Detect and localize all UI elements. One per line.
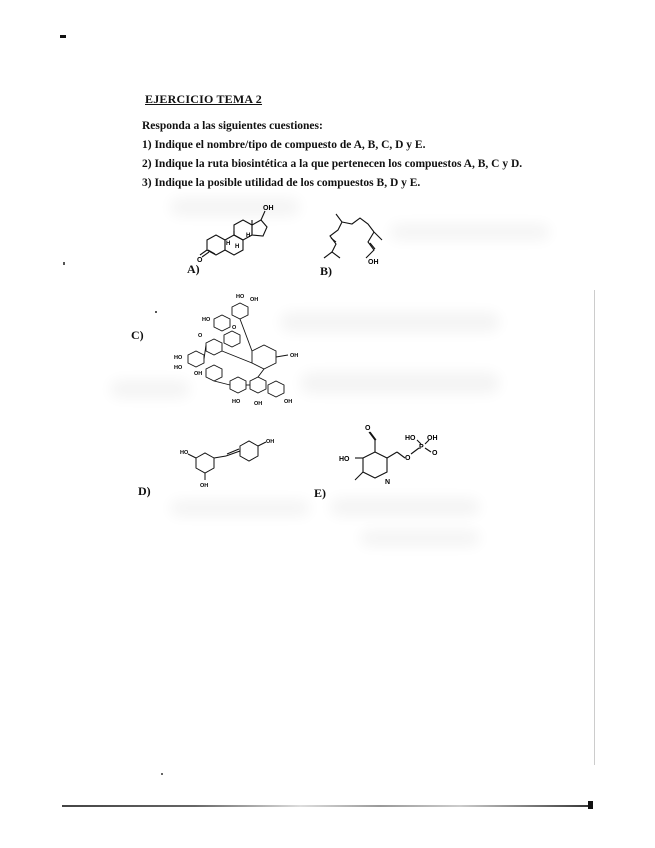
atom-h: H xyxy=(235,244,240,250)
label-a: A) xyxy=(187,262,200,276)
bottom-rule-end xyxy=(588,801,593,809)
atom-ho: HO xyxy=(405,435,416,442)
atom-ho: HO xyxy=(174,355,183,361)
label-b: B) xyxy=(320,264,332,278)
atom-oh: OH xyxy=(250,297,259,303)
structure-d-resveratrol xyxy=(180,432,280,487)
corner-mark xyxy=(60,35,66,38)
scan-smudge xyxy=(360,530,480,546)
instructions: Responda a las siguientes cuestiones: xyxy=(142,120,323,132)
atom-oh: OH xyxy=(290,353,299,359)
scan-smudge xyxy=(390,224,550,240)
label-c: C) xyxy=(131,328,144,342)
atom-ho: HO xyxy=(232,399,241,405)
atom-oh: OH xyxy=(427,435,438,442)
margin-dot xyxy=(161,773,163,775)
atom-n: N xyxy=(385,479,391,486)
atom-oh: OH xyxy=(266,439,275,445)
exercise-title: EJERCICIO TEMA 2 xyxy=(145,92,263,106)
scan-smudge xyxy=(280,312,500,332)
question-2: 2) Indique la ruta biosintética a la que pertenecen los compuestos A, B, C y D. xyxy=(142,158,523,170)
label-d: D) xyxy=(138,484,151,498)
atom-ho: HO xyxy=(174,365,183,371)
atom-oh: OH xyxy=(368,259,379,266)
atom-oh: OH xyxy=(254,401,263,407)
atom-o: O xyxy=(197,257,203,264)
label-e: E) xyxy=(314,486,326,500)
atom-ho: HO xyxy=(180,450,189,456)
margin-dot xyxy=(63,262,65,265)
atom-ho: HO xyxy=(202,317,211,323)
atom-ho: HO xyxy=(339,456,350,463)
margin-dot xyxy=(155,311,157,313)
question-1: 1) Indique el nombre/tipo de compuesto de A, B, C, D y E. xyxy=(142,139,426,151)
atom-h: H xyxy=(246,233,251,239)
structure-b-terpene xyxy=(320,208,405,270)
atom-o: O xyxy=(232,325,237,331)
right-edge-line xyxy=(594,290,595,765)
atom-oh: OH xyxy=(194,371,203,377)
scan-smudge xyxy=(170,500,310,516)
atom-p: P xyxy=(419,444,424,451)
atom-oh: OH xyxy=(284,399,293,405)
scan-smudge xyxy=(330,498,480,516)
atom-oh: OH xyxy=(200,483,209,487)
atom-ho: HO xyxy=(236,294,245,300)
structure-a-steroid xyxy=(195,200,305,270)
atom-h: H xyxy=(226,241,231,247)
question-3: 3) Indique la posible utilidad de los compuestos B, D y E. xyxy=(142,177,421,189)
structure-e-pyridoxal-phosphate xyxy=(335,420,445,500)
structure-c-ellagitannin xyxy=(170,285,310,420)
atom-o: O xyxy=(198,333,203,339)
atom-o: O xyxy=(432,450,438,457)
bottom-rule xyxy=(62,805,592,807)
atom-o: O xyxy=(365,425,371,432)
scan-smudge xyxy=(300,372,500,394)
atom-oh: OH xyxy=(263,205,274,212)
atom-o: O xyxy=(405,455,411,462)
